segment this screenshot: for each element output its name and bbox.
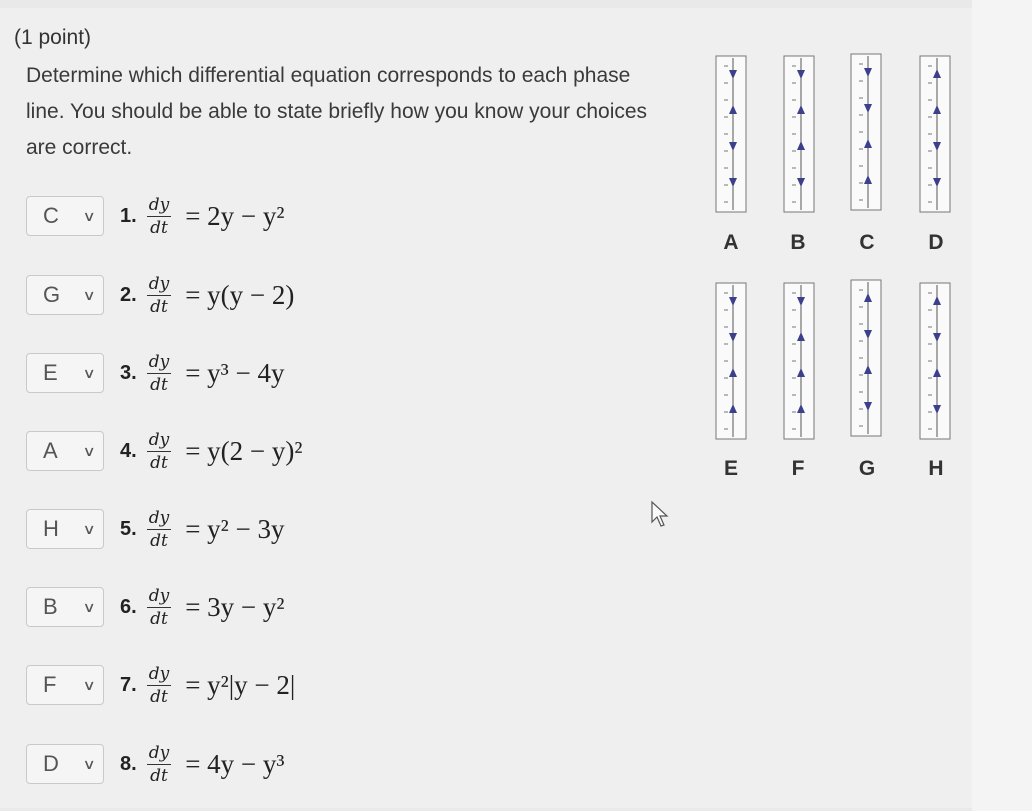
- phase-line-a: [716, 56, 746, 212]
- chevron-down-icon: ∨: [82, 676, 96, 693]
- chevron-down-icon: ∨: [82, 598, 96, 615]
- phase-line-d: [920, 56, 950, 212]
- equation-rhs: = y(y − 2): [185, 279, 295, 310]
- chevron-down-icon: ∨: [82, 520, 96, 537]
- derivative-fraction: $\frac{dy}{dt}$: [148, 507, 170, 551]
- answer-select-2[interactable]: [26, 275, 104, 315]
- phase-line-e: [716, 283, 746, 439]
- phase-label-h: H: [928, 457, 944, 480]
- derivative-fraction: $\frac{dy}{dt}$: [148, 585, 170, 629]
- answer-value: B: [43, 594, 58, 619]
- equation-number: 3.: [120, 361, 137, 384]
- phase-line-f: [784, 283, 814, 439]
- phase-label-g: G: [858, 457, 876, 480]
- phase-lines-figure: [700, 40, 970, 500]
- chevron-down-icon: ∨: [82, 286, 96, 303]
- equation-row-7: [26, 664, 295, 706]
- phase-line-h: [920, 283, 950, 439]
- equation-rhs: = 4y − y³: [185, 748, 285, 779]
- equation-row-6: [26, 586, 285, 628]
- equation-number: 1.: [120, 204, 137, 227]
- equation-number: 6.: [120, 595, 137, 618]
- equation-number: 8.: [120, 752, 137, 775]
- chevron-down-icon: ∨: [82, 364, 96, 381]
- equation-rhs: = y³ − 4y: [185, 357, 285, 388]
- answer-value: F: [43, 672, 57, 697]
- phase-line-b: [784, 56, 814, 212]
- chevron-down-icon: ∨: [82, 442, 96, 459]
- question-prompt: Determine which differential equation corresponds to each phase line. You should be able to state briefly how you know your choices are correct.: [26, 64, 648, 159]
- derivative-fraction: $\frac{dy}{dt}$: [148, 194, 170, 238]
- page-margin: [972, 0, 1032, 811]
- phase-label-d: D: [928, 231, 944, 254]
- phase-line-c: [851, 54, 881, 210]
- answer-select-8[interactable]: [26, 744, 104, 784]
- equation-rhs: = y² − 3y: [185, 513, 285, 544]
- answer-select-5[interactable]: [26, 509, 104, 549]
- answer-value: C: [43, 203, 59, 228]
- answer-select-6[interactable]: [26, 587, 104, 627]
- mouse-cursor-icon: [650, 500, 674, 530]
- phase-label-b: B: [790, 231, 806, 254]
- point-value: (1 point): [14, 26, 92, 49]
- equation-row-4: [26, 430, 302, 472]
- phase-line-g: [851, 280, 881, 436]
- derivative-fraction: $\frac{dy}{dt}$: [148, 429, 170, 473]
- answer-value: E: [43, 360, 58, 385]
- equation-row-2: [26, 274, 294, 316]
- equation-row-5: [26, 508, 285, 550]
- phase-label-e: E: [723, 457, 738, 480]
- equation-rhs: = 3y − y²: [185, 591, 285, 622]
- answer-select-3[interactable]: [26, 353, 104, 393]
- derivative-fraction: $\frac{dy}{dt}$: [148, 273, 170, 317]
- phase-label-a: A: [723, 231, 739, 254]
- equation-row-8: [26, 743, 285, 785]
- answer-select-1[interactable]: [26, 196, 104, 236]
- answer-value: D: [43, 751, 59, 776]
- chevron-down-icon: ∨: [82, 207, 96, 224]
- answer-select-4[interactable]: [26, 431, 104, 471]
- answer-value: G: [43, 282, 61, 307]
- equation-number: 2.: [120, 283, 137, 306]
- equation-number: 4.: [120, 439, 137, 462]
- equation-number: 5.: [120, 517, 137, 540]
- equation-rhs: = y²|y − 2|: [185, 669, 296, 700]
- equation-number: 7.: [120, 673, 137, 696]
- equation-row-1: [26, 195, 285, 237]
- derivative-fraction: $\frac{dy}{dt}$: [148, 351, 170, 395]
- equation-rhs: = 2y − y²: [185, 200, 285, 231]
- equation-row-3: [26, 352, 285, 394]
- chevron-down-icon: ∨: [82, 755, 96, 772]
- answer-select-7[interactable]: [26, 665, 104, 705]
- phase-label-f: F: [791, 457, 805, 480]
- derivative-fraction: $\frac{dy}{dt}$: [148, 742, 170, 786]
- derivative-fraction: $\frac{dy}{dt}$: [148, 663, 170, 707]
- answer-value: A: [43, 438, 58, 463]
- answer-value: H: [43, 516, 59, 541]
- equation-rhs: = y(2 − y)²: [185, 435, 303, 466]
- phase-label-c: C: [859, 231, 875, 254]
